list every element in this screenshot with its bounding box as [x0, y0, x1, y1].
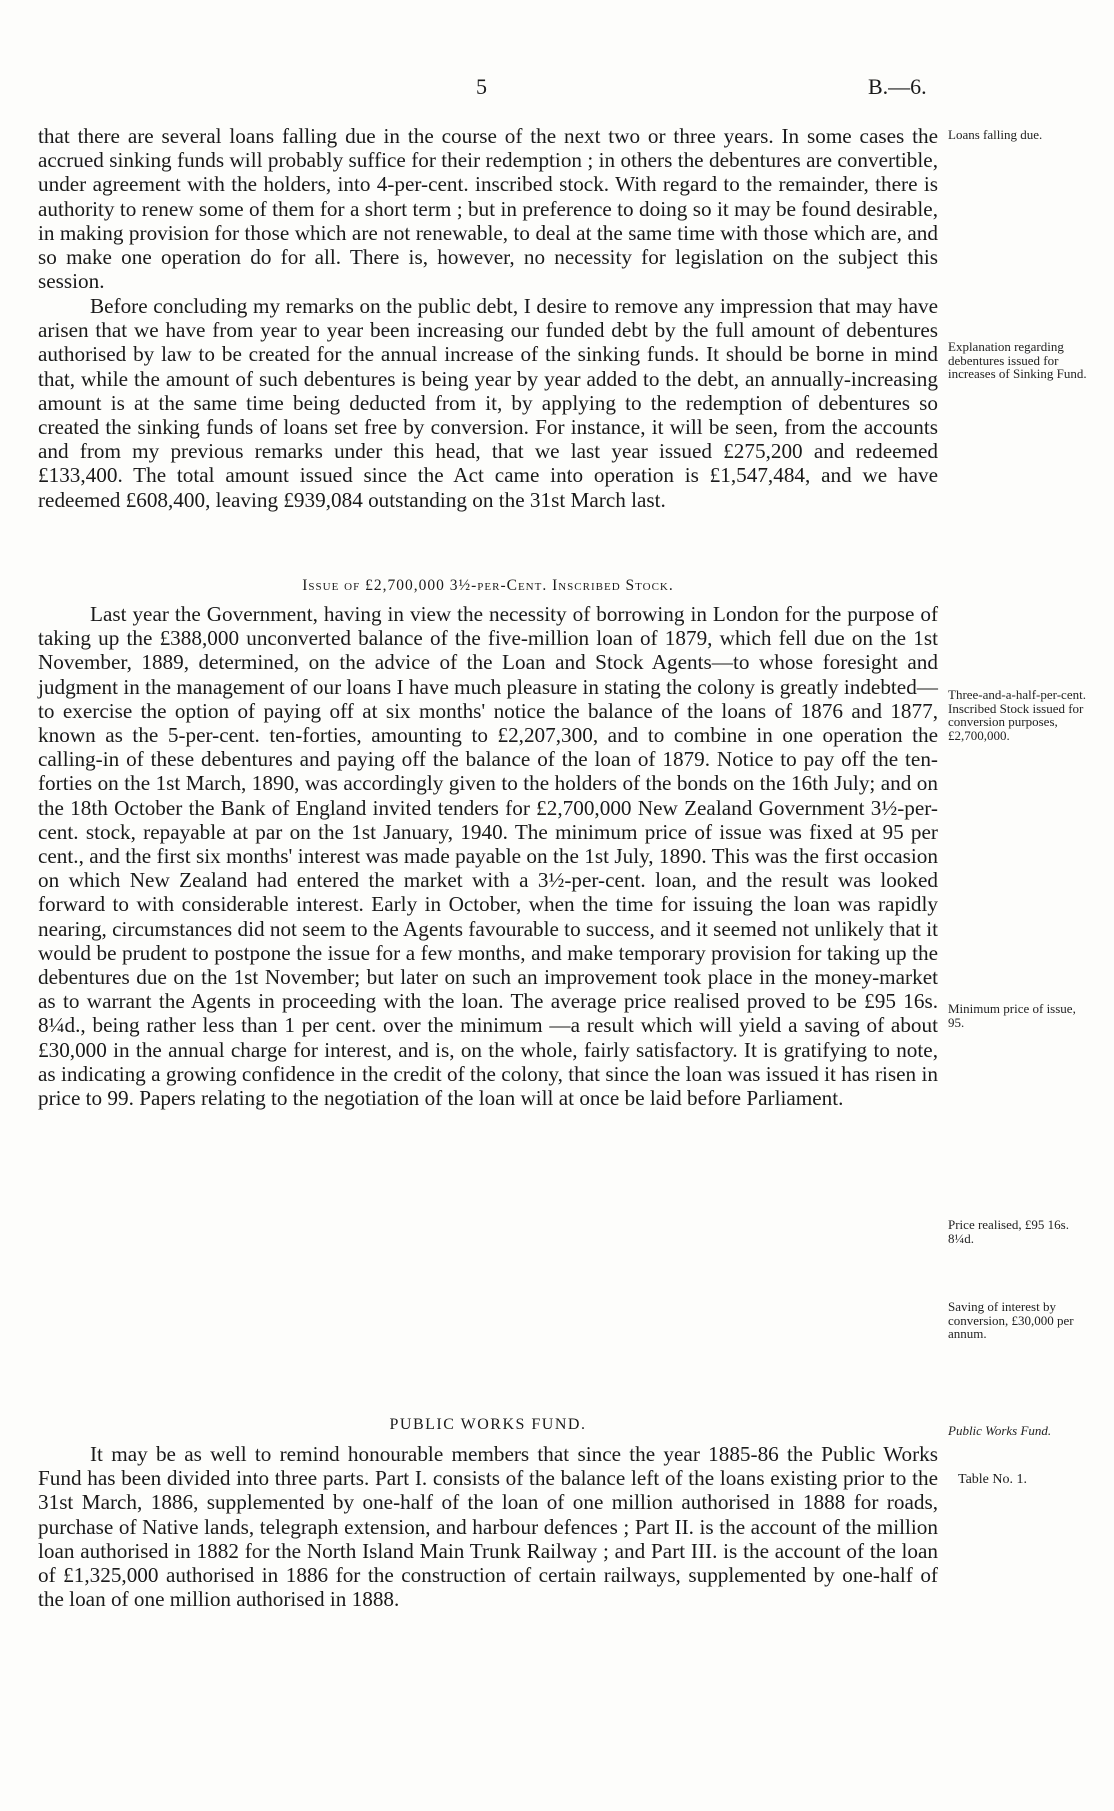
explanation-paragraph: Before concluding my remarks on the public debt, I desire to remove any impression that may have arisen that we have from year to year been increasing our funded debt by the full amount of debentures authorised by law to be created for the annual increase of the sinking funds. It should be borne in mind that, while the amount of such debentures is being year by year added to the debt, an annually-increasing amount is at the same time being deducted from it, by applying to the redemption of debentures so created the sinking funds of loans set free by conversion. For instance, it will be seen, from the accounts and from my previous remarks under this head, that we last year issued £275,200 and redeemed £133,400. The total amount issued since the Act came into operation is £1,547,484, and we have redeemed £608,400, leaving £939,084 outstanding on the 31st March last. [38, 294, 938, 512]
margin-note-saving-of-interest: Saving of interest by conversion, £30,000 per annum. [948, 1299, 1074, 1341]
issue-paragraph-block [38, 602, 938, 1110]
public-works-paragraph-block [38, 1442, 938, 1611]
margin-note-table-ref: Table No. 1. [958, 1472, 1028, 1487]
margin-note-loans-falling-due: Loans falling due. [948, 127, 1043, 142]
public-works-paragraph: It may be as well to remind honourable members that since the year 1885-86 the Public Works Fund has been divided into three parts. Part I. consists of the balance left of the loans existing prior to the 31st March, 1886, supplemented by one-half of the loan of one million authorised in 1888 for roads, purchase of Native lands, telegraph extension, and harbour defences ; Part II. is the account of the million loan authorised in 1882 for the North Island Main Trunk Railway ; and Part III. is the account of the loan of £1,325,000 authorised in 1886 for the construction of certain railways, supplemented by one-half of the loan of one million authorised in 1888. [38, 1442, 938, 1612]
page-number: 5 [476, 74, 487, 99]
public-works-heading: PUBLIC WORKS FUND. [389, 1416, 587, 1433]
loans-paragraph-block [38, 124, 938, 293]
margin-note-three-and-a-half: Three-and-a-half-per-cent. Inscribed Stock issued for conversion purposes, £2,700,000. [948, 687, 1086, 743]
explanation-paragraph-block [38, 294, 938, 512]
margin-note-public-works-fund: Public Works Fund. [948, 1423, 1052, 1438]
margin-note-minimum-price: Minimum price of issue, 95. [948, 1001, 1076, 1030]
margin-note-explanation: Explanation regarding debentures issued for increases of Sinking Fund. [948, 339, 1087, 381]
issue-paragraph: Last year the Government, having in view the necessity of borrowing in London for the purpose of taking up the £388,000 unconverted balance of the five-million loan of 1879, which fell due on the 1st November, 1889, determined, on the advice of the Loan and Stock Agents—to whose foresight and judgment in the management of our loans I have much pleasure in stating the colony is greatly indebted—to exercise the option of paying off at six months' notice the balance of the loans of 1876 and 1877, known as the 5-per-cent. ten-forties, amounting to £2,207,300, and to combine in one operation the calling-in of these debentures and paying off the balance of the loan of 1879. Notice to pay off the ten-forties on the 1st March, 1890, was accordingly given to the holders of the bonds on the 16th July; and on the 18th October the Bank of England invited tenders for £2,700,000 New Zealand Government 3½-per-cent. stock, repayable at par on the 1st January, 1940. The minimum price of issue was fixed at 95 per cent., and the first six months' interest was made payable on the 1st July, 1890. This was the first occasion on which New Zealand had entered the market with a 3½-per-cent. loan, and the result was looked forward to with considerable interest. Early in October, when the time for issuing the loan was rapidly nearing, circumstances did not seem to the Agents favourable to success, and it seemed not unlikely that it would be prudent to postpone the issue for a few months, and make temporary provision for taking up the debentures due on the 1st November; but later on such an improvement took place in the money-market as to warrant the Agents in proceeding with the loan. The average price realised proved to be £95 16s. 8¼d., being rather less than 1 per cent. over the minimum —a result which will yield a saving of about £30,000 in the annual charge for interest, and is, on the whole, fairly satisfactory. It is gratifying to note, as indicating a growing confidence in the credit of the colony, that since the loan was issued it has risen in price to 99. Papers relating to the negotiation of the loan will at once be laid before Parliament. [38, 602, 938, 1111]
issue-section-heading: Issue of £2,700,000 3½-per-Cent. Inscribed Stock. [302, 577, 674, 594]
margin-note-price-realised: Price realised, £95 16s. 8¼d. [948, 1217, 1069, 1246]
document-reference: B.—6. [868, 74, 927, 99]
loans-falling-due-paragraph: that there are several loans falling due in the course of the next two or three years. In some cases the accrued sinking funds will probably suffice for their redemption ; in others the debentures are convertible, under agreement with the holders, into 4-per-cent. inscribed stock. With regard to the remainder, there is authority to renew some of them for a short term ; but in preference to doing so it may be found desirable, in making provision for those which are not renewable, to deal at the same time with those which are, and so make one operation do for all. There is, however, no necessity for legislation on the subject this session. [38, 124, 938, 294]
